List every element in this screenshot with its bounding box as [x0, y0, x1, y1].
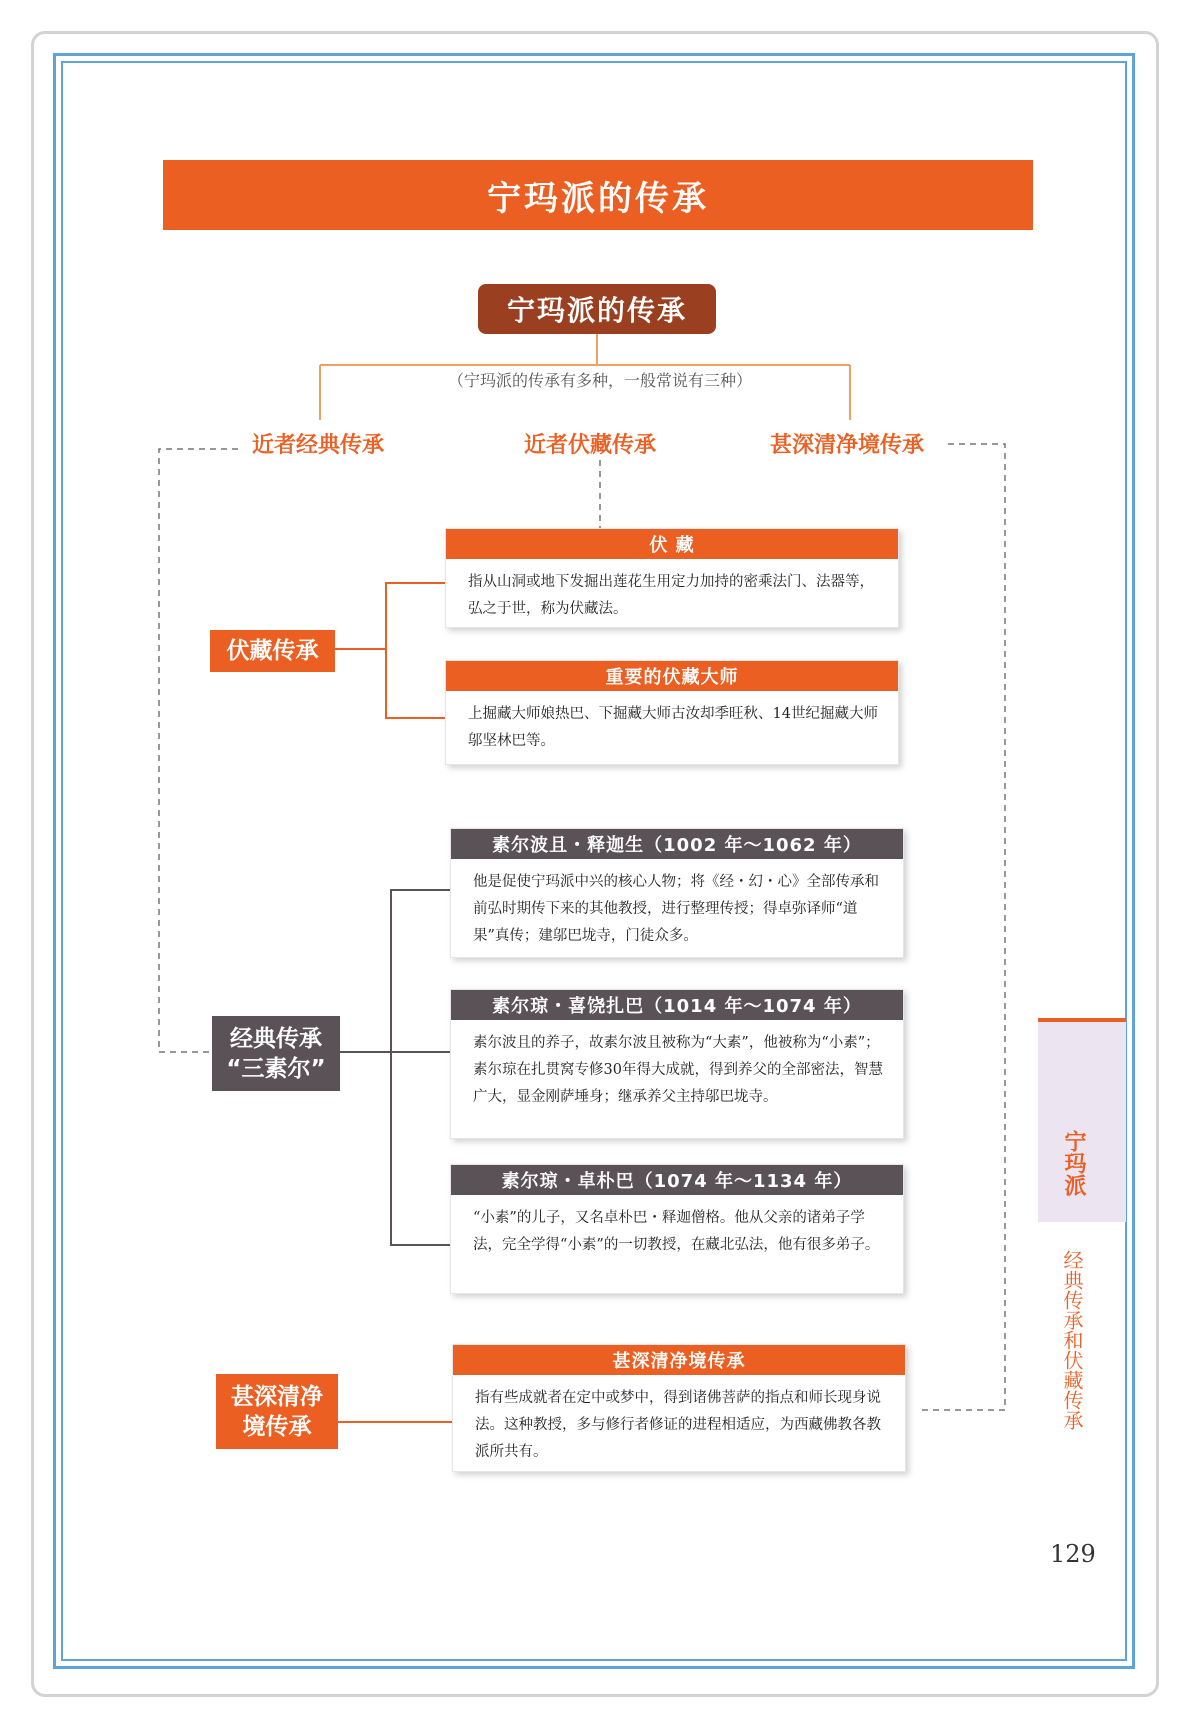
- card-su-1: [450, 828, 904, 958]
- branch-right-label: 甚深清净境传承: [770, 433, 925, 458]
- dashed-right-connector: [918, 444, 1005, 1410]
- card-fuzang-masters: [445, 660, 899, 765]
- label-jingdian-lineage: [212, 1016, 340, 1091]
- card-fuzang: [445, 528, 899, 628]
- card-shenshen-title: 甚深清净境传承: [453, 1345, 905, 1375]
- side-section-title: 经典传承和伏藏传承: [1060, 1250, 1084, 1430]
- card-su2-body: 素尔波且的养子，故素尔波且被称为“大素”，他被称为“小素”；素尔琼在扎贯窝专修30年得大成就，得到养父的全部密法，智慧广大，显金刚萨埵身；继承养父主持邬巴垅寺。: [473, 1035, 883, 1105]
- card-fuzang-title: 伏 藏: [446, 529, 898, 559]
- card-su-2: [450, 989, 904, 1139]
- card-su2-title: 素尔琼・喜饶扎巴（1014 年～1074 年）: [451, 990, 903, 1020]
- card-su3-title: 素尔琼・卓朴巴（1074 年～1134 年）: [451, 1165, 903, 1195]
- page-banner-title: 宁玛派的传承: [163, 160, 1033, 230]
- diagram-root-node: 宁玛派的传承: [478, 284, 716, 334]
- diagram-subnote: （宁玛派的传承有多种，一般常说有三种）: [447, 371, 752, 390]
- branch-left-label: 近者经典传承: [252, 433, 385, 458]
- card-su1-title: 素尔波且・释迦生（1002 年～1062 年）: [451, 829, 903, 859]
- card-su1-body: 他是促使宁玛派中兴的核心人物；将《经・幻・心》全部传承和前弘时期传下来的其他教授，进行整理传授；得卓弥译师“道果”真传；建邬巴垅寺，门徒众多。: [473, 874, 879, 944]
- side-chapter-tab-text: 宁玛派: [1061, 1130, 1086, 1196]
- label-shenshen-line1: 甚深清净: [231, 1383, 323, 1410]
- label-shenshen-lineage: [216, 1374, 338, 1449]
- card-masters-body: 上掘藏大师娘热巴、下掘藏大师古汝却季旺秋、14世纪掘藏大师邬坚林巴等。: [468, 706, 878, 749]
- label-jingdian-line2: “三素尔”: [226, 1055, 326, 1082]
- card-su3-body: “小素”的儿子，又名卓朴巴・释迦僧格。他从父亲的诸弟子学法，完全学得“小素”的一切教授，在藏北弘法，他有很多弟子。: [473, 1210, 880, 1253]
- label-shenshen-line2: 境传承: [242, 1413, 312, 1440]
- label-jingdian-line1: 经典传承: [230, 1025, 322, 1052]
- dashed-left-connector: [159, 449, 238, 1052]
- card-su-3: [450, 1164, 904, 1294]
- jingdian-bracket: [391, 890, 450, 1245]
- branch-middle-label: 近者伏藏传承: [524, 433, 657, 458]
- card-fuzang-body: 指从山洞或地下发掘出莲花生用定力加持的密乘法门、法器等，弘之于世，称为伏藏法。: [468, 574, 874, 617]
- card-shenshen: [452, 1344, 906, 1472]
- card-shenshen-body: 指有些成就者在定中或梦中，得到诸佛菩萨的指点和师长现身说法。这种教授，多与修行者修证的进程相适应，为西藏佛教各教派所共有。: [475, 1390, 881, 1460]
- label-fuzang-lineage: 伏藏传承: [210, 630, 335, 672]
- card-masters-title: 重要的伏藏大师: [446, 661, 898, 691]
- fuzang-bracket: [386, 583, 445, 718]
- page-number: 129: [1050, 1540, 1096, 1568]
